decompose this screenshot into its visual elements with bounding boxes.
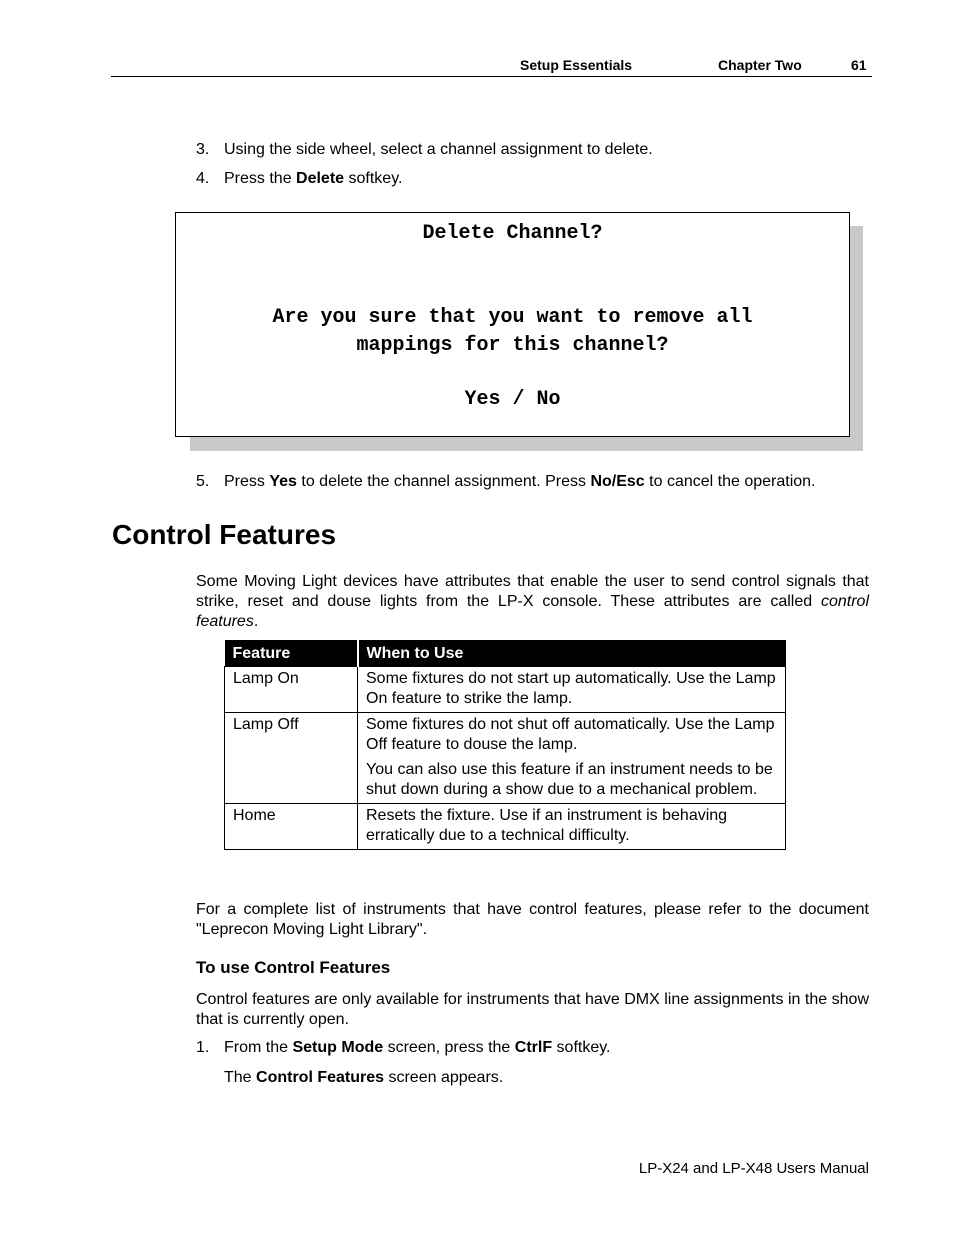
dialog-options: Yes / No [464, 388, 561, 411]
section-title: Control Features [112, 519, 337, 550]
dialog-title: Delete Channel? [422, 222, 603, 245]
header-chapter: Chapter Two [718, 57, 802, 73]
table-header-row [225, 640, 786, 667]
table-row [225, 713, 786, 804]
column-header-when-to-use: When to Use [358, 640, 786, 667]
step-text: Press the Delete softkey. [224, 170, 403, 187]
result-text: The Control Features screen appears. [224, 1069, 504, 1086]
library-reference-paragraph: For a complete list of instruments that have control features, please refer to the document "Leprecon Moving Light Library". [196, 901, 869, 938]
softkey-name: Delete [296, 170, 345, 187]
dialog-message: Are you sure that you want to remove all mappings for this channel? [272, 306, 753, 357]
step-number: 4. [196, 170, 210, 187]
when-to-use-cell: Resets the fixture. Use if an instrument is behaving erratically due to a technical difficulty. [358, 804, 786, 850]
page-footer: LP-X24 and LP-X48 Users Manual [638, 1160, 869, 1177]
table-row [225, 667, 786, 713]
step-text: From the Setup Mode screen, press the CtrlF softkey. [224, 1039, 611, 1056]
feature-cell: Lamp On [225, 667, 358, 713]
page-header [111, 56, 872, 77]
delete-channel-dialog [175, 212, 850, 437]
header-page-number: 61 [851, 57, 867, 73]
step-number: 3. [196, 141, 210, 158]
when-to-use-cell: Some fixtures do not shut off automatically. Use the Lamp Off feature to douse the lamp. You can also use this feature if an instrument needs to be shut down during a show due to a mechanical problem. [358, 713, 786, 804]
intro-paragraph: Some Moving Light devices have attributes that enable the user to send control signals that strike, reset and douse lights from the LP-X console. These attributes are called control features. [196, 573, 869, 630]
step-number: 1. [196, 1039, 210, 1056]
step-text: Using the side wheel, select a channel assignment to delete. [224, 141, 653, 158]
availability-paragraph: Control features are only available for instruments that have DMX line assignments in the show that is currently open. [196, 991, 869, 1028]
feature-cell: Lamp Off [225, 713, 358, 804]
column-header-feature: Feature [225, 640, 358, 667]
step-text: Press Yes to delete the channel assignment. Press No/Esc to cancel the operation. [224, 473, 816, 490]
header-section: Setup Essentials [520, 57, 633, 73]
subsection-heading: To use Control Features [196, 958, 391, 977]
when-to-use-cell: Some fixtures do not start up automatically. Use the Lamp On feature to strike the lamp. [358, 667, 786, 713]
feature-cell: Home [225, 804, 358, 850]
step-number: 5. [196, 473, 210, 490]
table-row [225, 804, 786, 850]
control-features-table [224, 640, 786, 850]
